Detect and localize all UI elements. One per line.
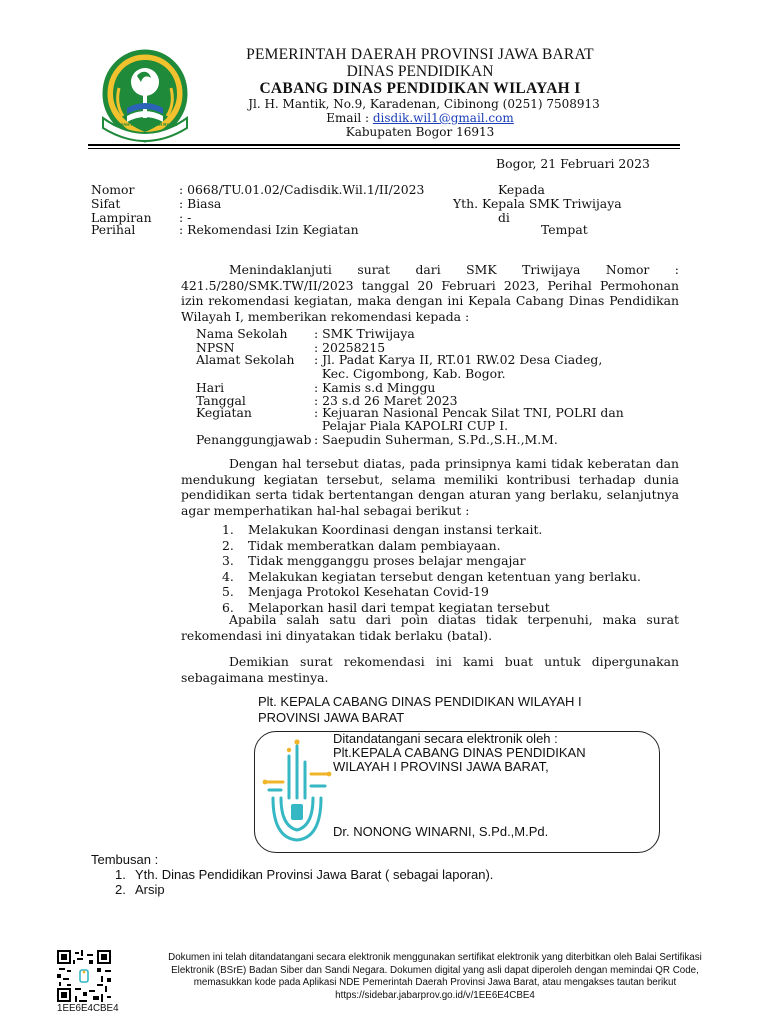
signer-name: Dr. NONONG WINARNI, S.Pd.,M.Pd. xyxy=(333,824,549,839)
detail-label: Tanggal xyxy=(196,393,246,408)
list-num: 2. xyxy=(115,882,126,897)
detail-value: Pelajar Piala KAPOLRI CUP I. xyxy=(314,418,509,433)
conditions-list xyxy=(222,522,641,615)
list-item xyxy=(91,867,493,882)
body-paragraph-4 xyxy=(181,654,679,685)
perihal-label: Perihal xyxy=(91,222,136,237)
list-text: Yth. Dinas Pendidikan Provinsi Jawa Barat ( sebagai laporan). xyxy=(135,867,494,882)
email-link[interactable]: disdik.wil1@gmail.com xyxy=(372,111,514,125)
signature-details xyxy=(333,732,586,774)
tempat-label: Tempat xyxy=(541,222,588,237)
list-item xyxy=(222,553,641,569)
list-item xyxy=(222,538,641,554)
letterhead-rule-thin xyxy=(88,148,680,149)
qr-code-caption: 1EE6E4CBE4 xyxy=(57,1003,119,1014)
detail-label: Alamat Sekolah xyxy=(196,352,295,367)
signature-title xyxy=(258,694,582,726)
nomor-label: Nomor xyxy=(91,182,135,197)
list-text: Tidak mengganggu proses belajar mengajar xyxy=(248,553,526,568)
letterhead-city: Kabupaten Bogor 16913 xyxy=(345,125,495,139)
detail-value: : Jl. Padat Karya II, RT.01 RW.02 Desa Ciadeg, xyxy=(314,352,603,367)
body-paragraph-3 xyxy=(181,612,679,643)
letter-date: Bogor, 21 Februari 2023 xyxy=(496,156,650,171)
lampiran-value: : - xyxy=(179,210,192,225)
body2-text: Dengan hal tersebut diatas, pada prinsipnya kami tidak keberatan dan mendukung kegiatan tersebut, selama memiliki kontribusi terhadap dunia pendidikan serta tidak bertentangan dengan aturan yang berlaku, selanjutnya agar memperhatikan hal-hal sebagai berikut : xyxy=(181,456,679,518)
intro-paragraph xyxy=(181,262,679,324)
detail-value: : SMK Triwijaya xyxy=(314,326,415,341)
kepada-label: Kepada xyxy=(498,182,545,197)
list-text: Melakukan Koordinasi dengan instansi terkait. xyxy=(248,522,543,537)
footer-line2: Elektronik (BSrE) Badan Siber dan Sandi Negara. Dokumen digital yang asli dapat diperoleh dengan memindai QR Code, xyxy=(171,964,699,976)
list-item xyxy=(91,882,493,897)
signer-role-line2: WILAYAH I PROVINSI JAWA BARAT, xyxy=(333,759,549,774)
detail-label: Hari xyxy=(196,380,225,395)
detail-label: NPSN xyxy=(196,340,235,355)
perihal-value: : Rekomendasi Izin Kegiatan xyxy=(179,222,359,237)
letterhead-rule-thick xyxy=(88,144,680,146)
bsre-digital-signature-icon xyxy=(261,738,333,846)
lampiran-label: Lampiran xyxy=(91,210,152,225)
detail-value: Kec. Cigombong, Kab. Bogor. xyxy=(314,366,506,381)
meta-perihal xyxy=(91,222,691,238)
letterhead-government: PEMERINTAH DAERAH PROVINSI JAWA BARAT xyxy=(246,46,594,63)
list-num: 1. xyxy=(222,522,234,537)
letterhead-email-line xyxy=(36,111,768,125)
list-text: Tidak memberatkan dalam pembiayaan. xyxy=(248,537,501,553)
di-label: di xyxy=(498,210,510,225)
tembusan-label: Tembusan : xyxy=(91,852,159,867)
detail-label: Kegiatan xyxy=(196,405,252,420)
list-num: 1. xyxy=(115,867,126,882)
electronic-signature-box xyxy=(254,731,660,853)
body4-text: Demikian surat rekomendasi ini kami buat untuk dipergunakan sebagaimana mestinya. xyxy=(181,654,679,685)
detail-label: Nama Sekolah xyxy=(196,326,288,341)
signature-title-line2: PROVINSI JAWA BARAT xyxy=(258,710,405,725)
detail-value: : Kejuaran Nasional Pencak Silat TNI, POLRI dan xyxy=(314,405,624,420)
list-text: Arsip xyxy=(135,882,165,897)
list-item xyxy=(222,569,641,585)
body-paragraph-2 xyxy=(181,456,679,518)
detail-value: : Kamis s.d Minggu xyxy=(314,380,436,395)
list-num: 2. xyxy=(222,537,234,553)
intro-text: Menindaklanjuti surat dari SMK Triwijaya Nomor : 421.5/280/SMK.TW/II/2023 tanggal 20 Februari 2023, Perihal Permohonan izin rekomendasi kegiatan, maka dengan ini Kepala Cabang Dinas Pendidikan Wilayah I, memberikan rekomendasi kepada : xyxy=(181,262,679,324)
signed-by-label: Ditandatangani secara elektronik oleh : xyxy=(333,731,558,746)
sifat-label: Sifat xyxy=(91,196,121,211)
signer-role-line1: Plt.KEPALA CABANG DINAS PENDIDIKAN xyxy=(333,745,586,760)
letterhead-address: Jl. H. Mantik, No.9, Karadenan, Cibinong (0251) 7508913 xyxy=(248,97,600,111)
list-num: 4. xyxy=(222,568,234,584)
detail-label: Penanggungjawab xyxy=(196,432,312,447)
list-num: 6. xyxy=(222,599,234,615)
qr-code-icon xyxy=(57,950,111,1002)
verification-footer xyxy=(140,952,730,1002)
letterhead-department: DINAS PENDIDIKAN xyxy=(346,63,494,80)
list-num: 5. xyxy=(222,584,234,599)
body3-text: Apabila salah satu dari poin diatas tidak terpenuhi, maka surat rekomendasi ini dinyatakan tidak berlaku (batal). xyxy=(181,612,679,643)
tembusan-section xyxy=(91,852,493,897)
list-text: Melaporkan hasil dari tempat kegiatan tersebut xyxy=(248,599,550,615)
footer-line3: memasukkan kode pada Aplikasi NDE Pemerintah Daerah Provinsi Jawa Barat, atau mengakses tautan berikut xyxy=(193,977,677,989)
qr-code[interactable] xyxy=(57,950,111,1002)
list-text: Menjaga Protokol Kesehatan Covid-19 xyxy=(248,584,489,599)
addressee: Yth. Kepala SMK Triwijaya xyxy=(453,196,622,211)
email-label: Email : xyxy=(326,111,373,125)
footer-line1: Dokumen ini telah ditandatangani secara elektronik menggunakan sertifikat elektronik yang diterbitkan oleh Balai Sertifikasi xyxy=(168,952,702,963)
letterhead-branch: CABANG DINAS PENDIDIKAN WILAYAH I xyxy=(259,80,581,97)
list-item xyxy=(222,522,641,538)
verification-link[interactable]: https://sidebar.jabarprov.go.id/v/1EE6E4CBE4 xyxy=(335,989,535,1001)
detail-value: : 20258215 xyxy=(314,340,386,355)
detail-value: : 23 s.d 26 Maret 2023 xyxy=(314,393,458,408)
signature-title-line1: Plt. KEPALA CABANG DINAS PENDIDIKAN WILAYAH I xyxy=(258,694,582,709)
list-item xyxy=(222,584,641,600)
logo-ribbon-text: GEMAH RIPAH REPEH RAPIH xyxy=(112,122,178,127)
nomor-value: : 0668/TU.01.02/Cadisdik.Wil.1/II/2023 xyxy=(179,182,425,197)
list-num: 3. xyxy=(222,553,234,568)
detail-value: : Saepudin Suherman, S.Pd.,S.H.,M.M. xyxy=(314,432,558,447)
list-text: Melakukan kegiatan tersebut dengan ketentuan yang berlaku. xyxy=(248,568,641,584)
sifat-value: : Biasa xyxy=(179,196,222,211)
